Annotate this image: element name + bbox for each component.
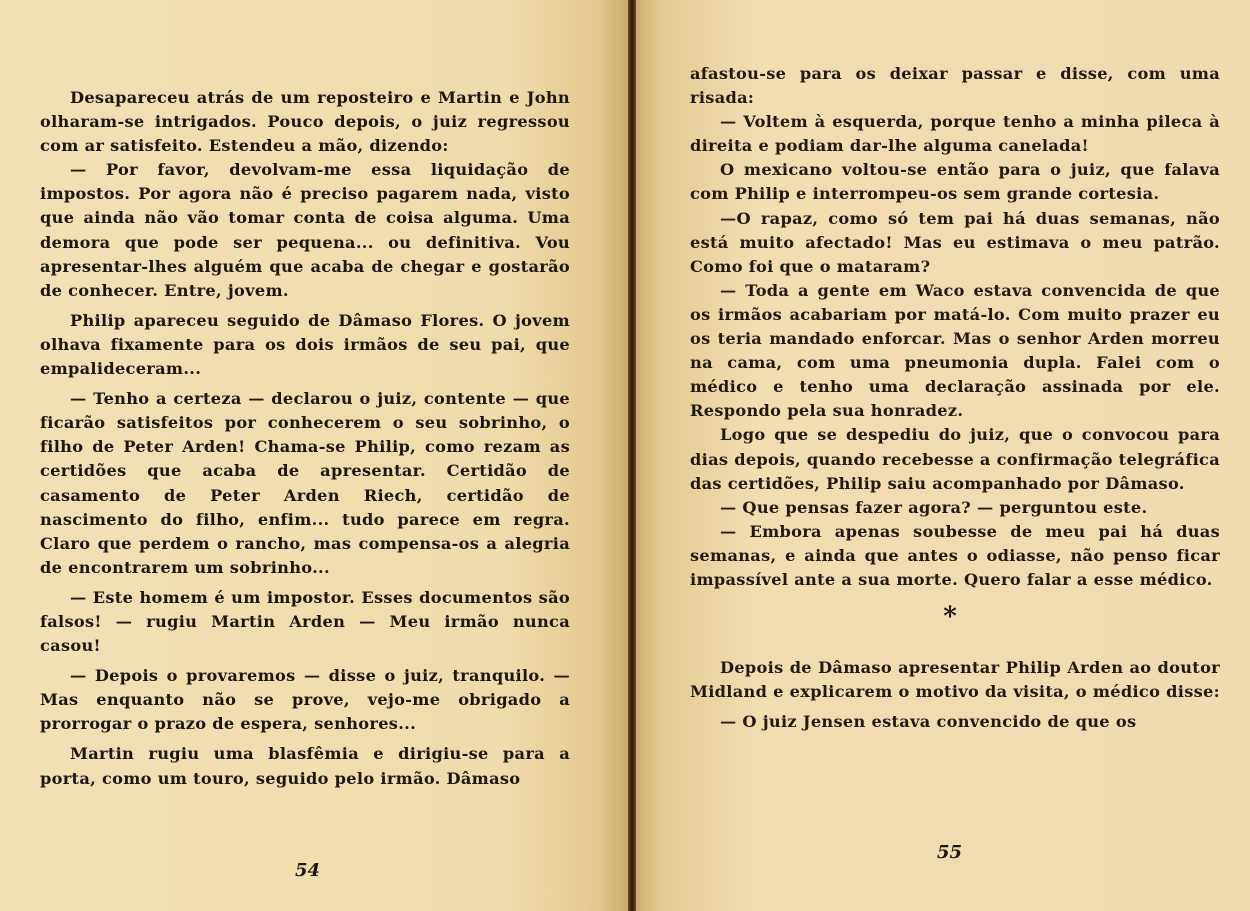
paragraph: Depois de Dâmaso apresentar Philip Arden ao doutor Midland e explicarem o motivo da visita, o médico disse: — [690, 658, 1220, 702]
paragraph: Desapareceu atrás de um reposteiro e Martin e John olharam-se intrigados. Pouco depois, o juiz regressou com ar satisfeito. Estendeu a mão, dizendo: — [40, 88, 570, 156]
right-page — [630, 0, 1250, 911]
paragraph: Philip apareceu seguido de Dâmaso Flores. O jovem olhava fixamente para os dois irmãos de seu pai, que empalideceram... — [40, 310, 570, 379]
paragraph: — Este homem é um impostor. Esses documentos são falsos! — rugiu Martin Arden — Meu irmão nunca casou! — [40, 587, 570, 656]
section-separator: * — [943, 602, 957, 633]
paragraph: — Embora apenas soubesse de meu pai há duas semanas, e ainda que antes o odiasse, não penso ficar impassível ante a sua morte. Quero falar a esse médico. — [690, 521, 1220, 589]
paragraph: — Tenho a certeza — declarou o juiz, contente — que ficarão satisfeitos por conhecerem o seu sobrinho, o filho de Peter Arden! Chama-se Philip, como rezam as certidões que acaba de apresentar. Certidão de casamento de Peter Arden Riech, certidão de nascimento do filho, enfim... tudo parece em regra. Claro que perdem o rancho, mas compensa-os a alegria de encontrarem um sobrinho... — [40, 389, 570, 577]
page-number-right: 55 — [937, 842, 963, 863]
paragraph: afastou-se para os deixar passar e disse, com uma risada: — [690, 64, 1220, 108]
paragraph: Logo que se despediu do juiz, que o convocou para dias depois, quando recebesse a confirmação telegráfica das certidões, Philip saiu acompanhado por Dâmaso. — [690, 425, 1220, 493]
right-page-text — [690, 62, 1220, 734]
left-page-text — [40, 86, 570, 791]
paragraph: — Voltem à esquerda, porque tenho a minha pileca à direita e podiam dar-lhe alguma canelada! — [690, 112, 1220, 156]
page-number-left: 54 — [295, 860, 321, 881]
paragraph: O mexicano voltou-se então para o juiz, que falava com Philip e interrompeu-os sem grande cortesia. — [690, 160, 1220, 204]
paragraph: — O juiz Jensen estava convencido de que os — [720, 712, 1137, 732]
paragraph: — Que pensas fazer agora? — perguntou este. — [720, 497, 1148, 517]
paragraph: — Depois o provaremos — disse o juiz, tranquilo. — Mas enquanto não se prove, vejo-me obrigado a prorrogar o prazo de espera, senhores... — [40, 666, 570, 734]
book-gutter — [628, 0, 636, 911]
paragraph: — Por favor, devolvam-me essa liquidação de impostos. Por agora não é preciso pagarem nada, visto que ainda não vão tomar conta de coisa alguma. Uma demora que pode ser pequena... ou definitiva. Vou apresentar-lhes alguém que acaba de chegar e gostarão de conhecer. Entre, jovem. — [40, 160, 570, 300]
paragraph: — Toda a gente em Waco estava convencida de que os irmãos acabariam por matá-lo. Com muito prazer eu os teria mandado enforcar. Mas o senhor Arden morreu na cama, com uma pneumonia dupla. Falei com o médico e tenho uma declaração assinada por ele. Respondo pela sua honradez. — [690, 280, 1220, 421]
paragraph: —O rapaz, como só tem pai há duas semanas, não está muito afectado! Mas eu estimava o meu patrão. Como foi que o mataram? — [690, 208, 1220, 276]
paragraph: Martin rugiu uma blasfêmia e dirigiu-se para a porta, como um touro, seguido pelo irmão. Dâmaso — [40, 744, 570, 788]
